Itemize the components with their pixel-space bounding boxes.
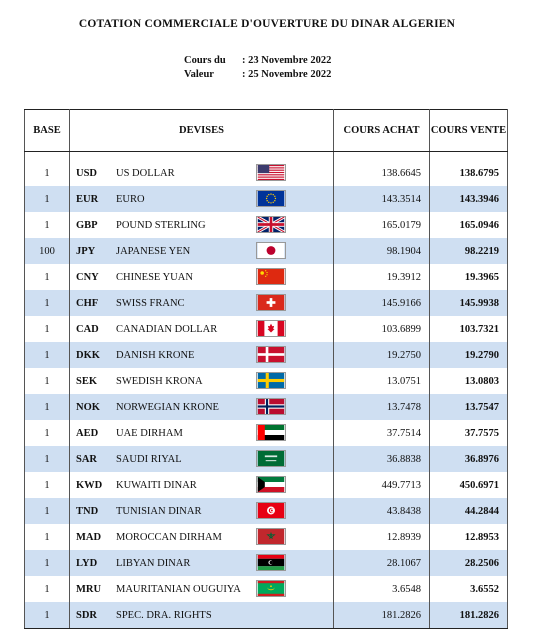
devise-cell — [70, 420, 334, 446]
cours-achat-cell: 37.7514 — [334, 420, 430, 446]
devise-cell — [70, 498, 334, 524]
table-header-row — [25, 110, 508, 152]
devise-cell — [70, 264, 334, 290]
header-devises: DEVISES — [70, 110, 334, 152]
cours-vente-cell: 13.7547 — [430, 394, 508, 420]
cours-vente-cell: 181.2826 — [430, 602, 508, 629]
base-cell: 1 — [25, 550, 70, 576]
usa-flag-icon — [256, 164, 286, 181]
devise-cell — [70, 212, 334, 238]
devise-cell — [70, 186, 334, 212]
currency-code: KWD — [76, 479, 103, 491]
cours-vente-cell: 13.0803 — [430, 368, 508, 394]
cours-achat-cell: 13.0751 — [334, 368, 430, 394]
devise-cell — [70, 160, 334, 186]
cours-achat-cell: 98.1904 — [334, 238, 430, 264]
currency-name: LIBYAN DINAR — [116, 557, 191, 569]
cours-vente-cell: 103.7321 — [430, 316, 508, 342]
devise-cell — [70, 238, 334, 264]
cours-vente-cell: 165.0946 — [430, 212, 508, 238]
cours-vente-cell: 28.2506 — [430, 550, 508, 576]
cours-vente-cell: 12.8953 — [430, 524, 508, 550]
cours-achat-cell: 143.3514 — [334, 186, 430, 212]
currency-code: JPY — [76, 245, 96, 257]
currency-code: SAR — [76, 453, 98, 465]
devise-cell — [70, 290, 334, 316]
table-body — [25, 152, 508, 629]
base-cell: 1 — [25, 212, 70, 238]
kuwait-flag-icon — [256, 476, 286, 493]
cours-line — [184, 54, 331, 68]
base-cell: 100 — [25, 238, 70, 264]
table-row — [25, 160, 508, 186]
cours-value: : 23 Novembre 2022 — [242, 55, 332, 66]
base-cell: 1 — [25, 342, 70, 368]
currency-name: SWISS FRANC — [116, 297, 185, 309]
mauritania-flag-icon — [256, 580, 286, 597]
eu-flag-icon — [256, 190, 286, 207]
currency-name: SWEDISH KRONA — [116, 375, 203, 387]
valeur-label: Valeur — [184, 69, 214, 80]
currency-code: CNY — [76, 271, 99, 283]
table-row — [25, 290, 508, 316]
cours-achat-cell: 12.8939 — [334, 524, 430, 550]
cours-achat-cell: 43.8438 — [334, 498, 430, 524]
currency-code: SEK — [76, 375, 98, 387]
devise-cell — [70, 524, 334, 550]
denmark-flag-icon — [256, 346, 286, 363]
table-row — [25, 186, 508, 212]
tunisia-flag-icon — [256, 502, 286, 519]
base-cell: 1 — [25, 290, 70, 316]
devise-cell — [70, 472, 334, 498]
table-row — [25, 472, 508, 498]
canada-flag-icon — [256, 320, 286, 337]
header-base: BASE — [25, 110, 70, 152]
cours-achat-cell: 36.8838 — [334, 446, 430, 472]
cours-label: Cours du — [184, 55, 226, 66]
cours-vente-cell: 19.3965 — [430, 264, 508, 290]
devise-cell — [70, 446, 334, 472]
cours-vente-cell: 44.2844 — [430, 498, 508, 524]
sweden-flag-icon — [256, 372, 286, 389]
currency-code: EUR — [76, 193, 99, 205]
devise-cell — [70, 368, 334, 394]
cours-achat-cell: 449.7713 — [334, 472, 430, 498]
uae-flag-icon — [256, 424, 286, 441]
cours-achat-cell: 13.7478 — [334, 394, 430, 420]
table-row — [25, 498, 508, 524]
currency-code: MRU — [76, 583, 102, 595]
devise-cell — [70, 342, 334, 368]
cours-vente-cell: 450.6971 — [430, 472, 508, 498]
devise-cell — [70, 316, 334, 342]
currency-code: SDR — [76, 609, 98, 621]
currency-name: KUWAITI DINAR — [116, 479, 197, 491]
cours-vente-cell: 143.3946 — [430, 186, 508, 212]
currency-name: UAE DIRHAM — [116, 427, 183, 439]
table-row — [25, 342, 508, 368]
table-row — [25, 446, 508, 472]
cours-achat-cell: 181.2826 — [334, 602, 430, 629]
currency-code: TND — [76, 505, 99, 517]
cours-vente-cell: 37.7575 — [430, 420, 508, 446]
currency-name: US DOLLAR — [116, 167, 175, 179]
header-cours-vente: COURS VENTE — [430, 110, 508, 152]
saudi-flag-icon — [256, 450, 286, 467]
cours-achat-cell: 28.1067 — [334, 550, 430, 576]
currency-code: NOK — [76, 401, 100, 413]
rates-table — [24, 109, 508, 629]
cours-vente-cell: 19.2790 — [430, 342, 508, 368]
cours-achat-cell: 165.0179 — [334, 212, 430, 238]
currency-name: TUNISIAN DINAR — [116, 505, 202, 517]
currency-name: MOROCCAN DIRHAM — [116, 531, 222, 543]
base-cell: 1 — [25, 394, 70, 420]
base-cell: 1 — [25, 524, 70, 550]
currency-name: DANISH KRONE — [116, 349, 195, 361]
uk-flag-icon — [256, 216, 286, 233]
china-flag-icon — [256, 268, 286, 285]
cours-achat-cell: 19.3912 — [334, 264, 430, 290]
devise-cell — [70, 576, 334, 602]
table-row — [25, 602, 508, 629]
currency-code: CAD — [76, 323, 99, 335]
base-cell: 1 — [25, 264, 70, 290]
base-cell: 1 — [25, 160, 70, 186]
currency-code: DKK — [76, 349, 100, 361]
table-spacer-row — [25, 152, 508, 161]
currency-name: NORWEGIAN KRONE — [116, 401, 219, 413]
dates-block — [184, 54, 331, 82]
table-row — [25, 368, 508, 394]
currency-name: CANADIAN DOLLAR — [116, 323, 218, 335]
base-cell: 1 — [25, 576, 70, 602]
table-row — [25, 212, 508, 238]
norway-flag-icon — [256, 398, 286, 415]
cours-achat-cell: 19.2750 — [334, 342, 430, 368]
base-cell: 1 — [25, 602, 70, 629]
base-cell: 1 — [25, 472, 70, 498]
base-cell: 1 — [25, 316, 70, 342]
currency-name: CHINESE YUAN — [116, 271, 193, 283]
table-row — [25, 576, 508, 602]
currency-name: SPEC. DRA. RIGHTS — [116, 609, 212, 621]
cours-achat-cell: 138.6645 — [334, 160, 430, 186]
currency-name: EURO — [116, 193, 145, 205]
currency-code: AED — [76, 427, 99, 439]
currency-code: USD — [76, 167, 98, 179]
cours-vente-cell: 145.9938 — [430, 290, 508, 316]
currency-name: JAPANESE YEN — [116, 245, 191, 257]
currency-code: GBP — [76, 219, 98, 231]
cours-vente-cell: 3.6552 — [430, 576, 508, 602]
table-row — [25, 394, 508, 420]
cours-achat-cell: 3.6548 — [334, 576, 430, 602]
base-cell: 1 — [25, 186, 70, 212]
currency-name: POUND STERLING — [116, 219, 206, 231]
table-row — [25, 316, 508, 342]
currency-code: LYD — [76, 557, 98, 569]
cours-vente-cell: 98.2219 — [430, 238, 508, 264]
cours-achat-cell: 145.9166 — [334, 290, 430, 316]
table-row — [25, 550, 508, 576]
currency-code: CHF — [76, 297, 99, 309]
valeur-value: : 25 Novembre 2022 — [242, 69, 332, 80]
currency-name: MAURITANIAN OUGUIYA — [116, 583, 241, 595]
page-title: COTATION COMMERCIALE D'OUVERTURE DU DINAR ALGERIEN — [78, 18, 456, 30]
cours-vente-cell: 138.6795 — [430, 160, 508, 186]
header-cours-achat: COURS ACHAT — [334, 110, 430, 152]
currency-code: MAD — [76, 531, 102, 543]
base-cell: 1 — [25, 446, 70, 472]
devise-cell — [70, 394, 334, 420]
base-cell: 1 — [25, 420, 70, 446]
valeur-line — [184, 68, 331, 82]
base-cell: 1 — [25, 368, 70, 394]
swiss-flag-icon — [256, 294, 286, 311]
base-cell: 1 — [25, 498, 70, 524]
currency-name: SAUDI RIYAL — [116, 453, 182, 465]
cours-vente-cell: 36.8976 — [430, 446, 508, 472]
cours-achat-cell: 103.6899 — [334, 316, 430, 342]
table-row — [25, 264, 508, 290]
table-row — [25, 524, 508, 550]
devise-cell — [70, 550, 334, 576]
morocco-flag-icon — [256, 528, 286, 545]
japan-flag-icon — [256, 242, 286, 259]
libya-flag-icon — [256, 554, 286, 571]
devise-cell — [70, 602, 334, 629]
table-row — [25, 420, 508, 446]
table-row — [25, 238, 508, 264]
